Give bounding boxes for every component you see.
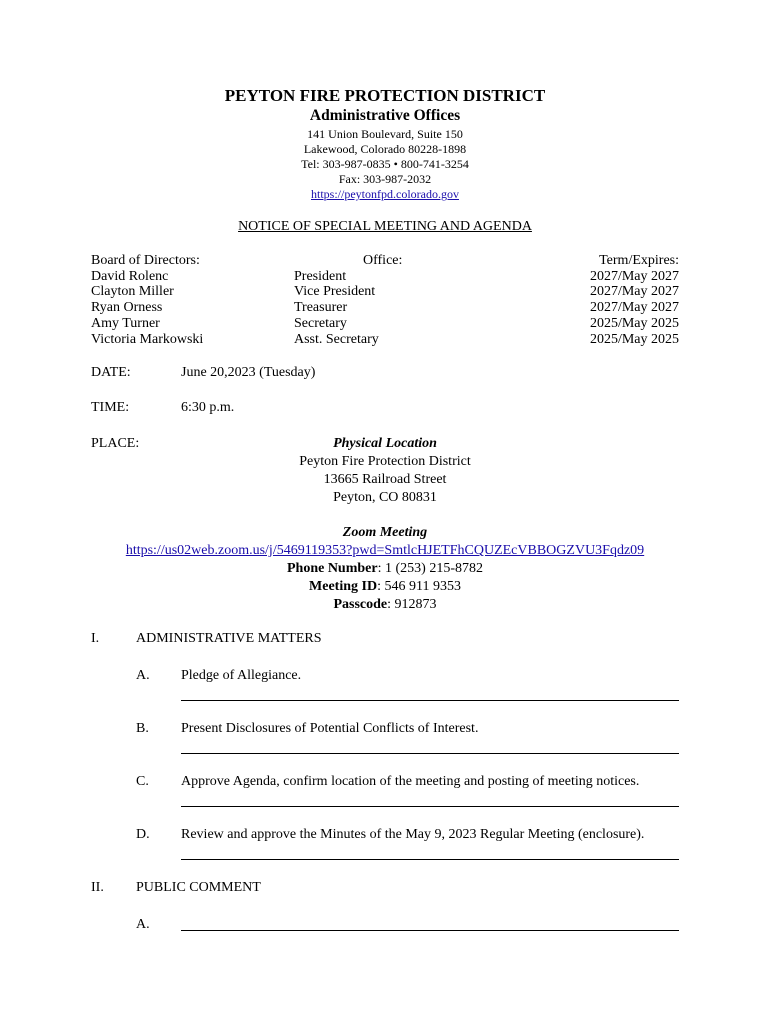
meeting-id-label: Meeting ID [309, 579, 378, 594]
agenda-item-text: Pledge of Allegiance. [181, 668, 302, 683]
section-numeral: I. [91, 631, 100, 646]
physical-location-line: 13665 Railroad Street [323, 472, 447, 487]
phone-line: Tel: 303-987-0835 • 800-741-3254 [301, 157, 469, 171]
org-title: PEYTON FIRE PROTECTION DISTRICT [224, 86, 546, 105]
board-member-name: Amy Turner [91, 315, 160, 331]
zoom-meeting-block [0, 524, 770, 614]
board-header-name: Board of Directors: [91, 253, 200, 268]
board-header-term: Term/Expires: [599, 253, 679, 268]
notice-title: NOTICE OF SPECIAL MEETING AND AGENDA [238, 219, 532, 234]
agenda-item-text: Approve Agenda, confirm location of the meeting and posting of meeting notices. [181, 774, 640, 789]
board-member-term: 2025/May 2025 [589, 331, 679, 347]
agenda-item-rule [181, 930, 679, 931]
agenda-item-letter: A. [136, 917, 150, 932]
board-member-office: Asst. Secretary [294, 331, 379, 347]
fax-line: Fax: 303-987-2032 [338, 172, 432, 186]
zoom-meeting-heading: Zoom Meeting [342, 525, 428, 540]
board-term-column [590, 253, 679, 347]
agenda-item-letter: C. [136, 774, 149, 789]
board-member-name: Ryan Orness [91, 300, 163, 316]
meeting-id-value: : 546 911 9353 [377, 579, 461, 594]
phone-number-value: : 1 (253) 215-8782 [377, 561, 483, 576]
date-value: June 20,2023 (Tuesday) [181, 365, 316, 380]
physical-location-heading: Physical Location [333, 436, 437, 451]
agenda-item-letter: A. [136, 668, 150, 683]
address-block [0, 127, 770, 202]
board-member-office: Vice President [294, 284, 376, 300]
time-value: 6:30 p.m. [181, 400, 235, 415]
physical-location-block [0, 435, 770, 507]
date-label: DATE: [91, 365, 131, 380]
section-numeral: II. [91, 880, 104, 895]
board-member-office: Treasurer [294, 300, 348, 316]
address-line-1: 141 Union Boulevard, Suite 150 [307, 127, 463, 141]
agenda-item-letter: B. [136, 721, 149, 736]
agenda-item-text: Present Disclosures of Potential Conflicts of Interest. [181, 721, 479, 736]
physical-location-line: Peyton, CO 80831 [333, 490, 437, 505]
passcode-value: : 912873 [387, 597, 437, 612]
board-member-name: Victoria Markowski [91, 331, 204, 347]
agenda-item-letter: D. [136, 827, 150, 842]
board-member-term: 2025/May 2025 [589, 315, 679, 331]
physical-location-line: Peyton Fire Protection District [299, 454, 471, 469]
phone-number-line [0, 560, 770, 578]
section-title: PUBLIC COMMENT [136, 880, 261, 895]
phone-number-label: Phone Number [286, 561, 378, 576]
board-member-office: President [294, 268, 347, 284]
agenda-item-text: Review and approve the Minutes of the May 9, 2023 Regular Meeting (enclosure). [181, 827, 645, 842]
board-member-term: 2027/May 2027 [589, 284, 679, 300]
place-label: PLACE: [91, 436, 140, 451]
agenda-item-rule [181, 806, 679, 807]
passcode-line [0, 596, 770, 614]
time-label: TIME: [91, 400, 130, 415]
board-office-column [294, 253, 402, 347]
zoom-link[interactable]: https://us02web.zoom.us/j/5469119353?pwd=SmtlcHJETFhCQUZEcVBBOGZVU3Fqdz09 [125, 543, 645, 558]
office-subtitle: Administrative Offices [309, 107, 461, 124]
agenda-item-rule [181, 700, 679, 701]
agenda-item-rule [181, 859, 679, 860]
board-member-name: David Rolenc [91, 268, 169, 284]
meeting-id-line [0, 578, 770, 596]
board-member-term: 2027/May 2027 [589, 268, 679, 284]
board-member-office: Secretary [294, 315, 347, 331]
board-member-name: Clayton Miller [91, 284, 174, 300]
agenda-item-rule [181, 753, 679, 754]
section-title: ADMINISTRATIVE MATTERS [136, 631, 322, 646]
board-member-term: 2027/May 2027 [589, 300, 679, 316]
passcode-label: Passcode [333, 597, 388, 612]
board-header-office: Office: [363, 253, 403, 268]
website-link[interactable]: https://peytonfpd.colorado.gov [311, 187, 459, 201]
board-names-column [91, 253, 203, 347]
address-line-2: Lakewood, Colorado 80228-1898 [303, 142, 467, 156]
